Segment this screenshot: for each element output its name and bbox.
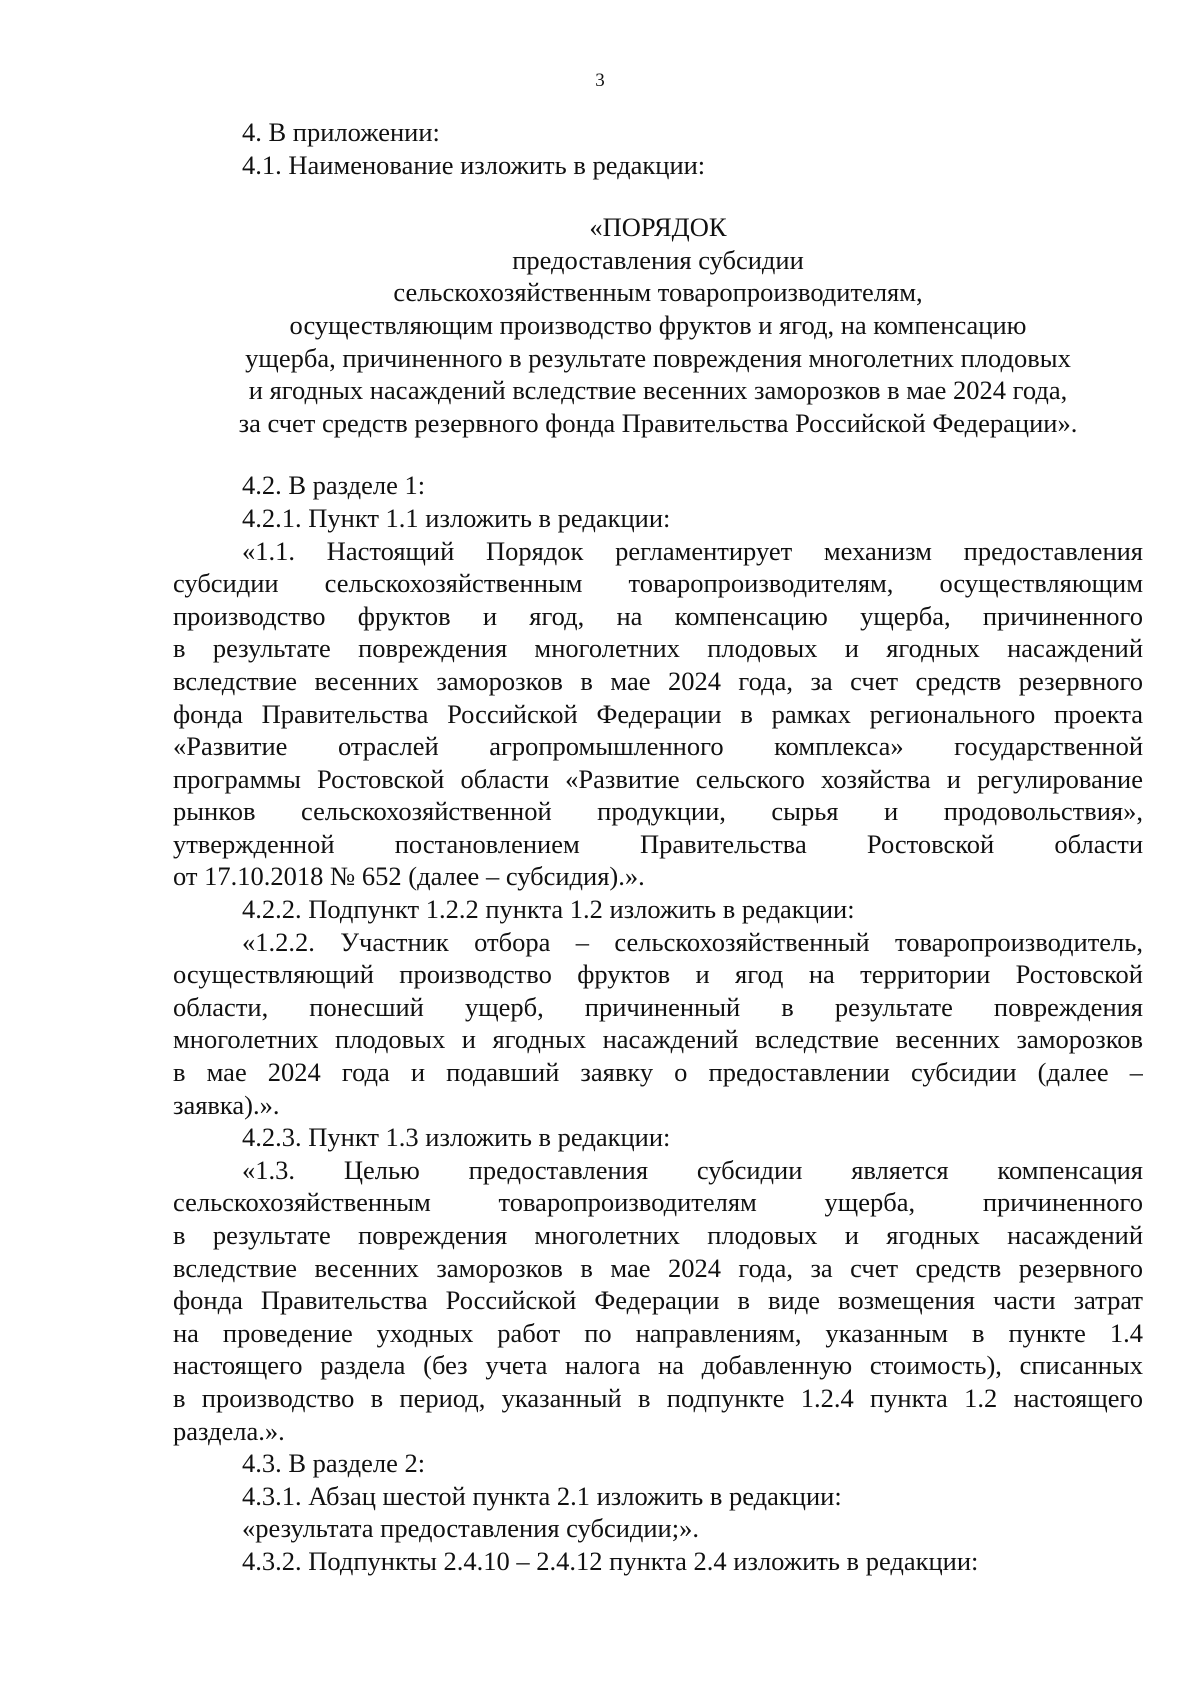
item-4-3-heading: 4.3. В разделе 2: [242, 1448, 426, 1479]
paragraph-line: осуществляющий производство фруктов и ягод на территории Ростовской [173, 959, 1143, 990]
paragraph-line: области, понесший ущерб, причиненный в результате повреждения [173, 991, 1143, 1022]
paragraph-line: утвержденной постановлением Правительства Ростовской области [173, 828, 1143, 859]
paragraph-line: от 17.10.2018 № 652 (далее – субсидия).». [173, 861, 645, 892]
paragraph-line: «1.2.2. Участник отбора – сельскохозяйственный товаропроизводитель, [242, 926, 1143, 957]
paragraph-line: заявка).». [173, 1089, 280, 1120]
item-4-1-heading: 4.1. Наименование изложить в редакции: [242, 149, 706, 180]
item-4-2-2-heading: 4.2.2. Подпункт 1.2.2 пункта 1.2 изложить в редакции: [242, 894, 855, 925]
item-4-2-1-heading: 4.2.1. Пункт 1.1 изложить в редакции: [242, 502, 671, 533]
paragraph-line: фонда Правительства Российской Федерации в виде возмещения части затрат [173, 1285, 1143, 1316]
title-line: и ягодных насаждений вследствие весенних заморозков в мае 2024 года, [248, 375, 1068, 406]
paragraph-line: субсидии сельскохозяйственным товаропроизводителям, осуществляющим [173, 568, 1143, 599]
item-4-3-2-heading: 4.3.2. Подпункты 2.4.10 – 2.4.12 пункта 2.4 изложить в редакции: [242, 1545, 979, 1576]
spacer [173, 181, 1143, 211]
paragraph-line: настоящего раздела (без учета налога на добавленную стоимость), списанных [173, 1350, 1143, 1381]
paragraph-line: программы Ростовской области «Развитие сельского хозяйства и регулирование [173, 763, 1143, 794]
item-4-heading: 4. В приложении: [242, 117, 440, 147]
paragraph-1-1 [173, 535, 1143, 894]
paragraph-line: «1.3. Целью предоставления субсидии является компенсация [242, 1154, 1143, 1185]
paragraph-line: в производство в период, указанный в подпункте 1.2.4 пункта 1.2 настоящего [173, 1382, 1143, 1413]
item-4-3-1-text: «результата предоставления субсидии;». [242, 1513, 699, 1544]
paragraph-line: раздела.». [173, 1415, 285, 1446]
title-line: сельскохозяйственным товаропроизводителям, [393, 277, 923, 308]
title-line: осуществляющим производство фруктов и ягод, на компенсацию [289, 309, 1027, 340]
paragraph-line: рынков сельскохозяйственной продукции, сырья и продовольствия», [173, 796, 1143, 827]
paragraph-line: на проведение уходных работ по направлениям, указанным в пункте 1.4 [173, 1317, 1143, 1348]
item-4-2-heading: 4.2. В разделе 1: [242, 470, 426, 501]
paragraph-line: многолетних плодовых и ягодных насаждений вследствие весенних заморозков [173, 1024, 1143, 1055]
paragraph-line: вследствие весенних заморозков в мае 2024 года, за счет средств резервного [173, 665, 1143, 696]
procedure-title [173, 211, 1143, 439]
document-body [173, 116, 1143, 1578]
title-line: предоставления субсидии [512, 244, 804, 275]
title-line: за счет средств резервного фонда Правительства Российской Федерации». [238, 407, 1078, 438]
paragraph-line: в мае 2024 года и подавший заявку о предоставлении субсидии (далее – [173, 1057, 1143, 1088]
paragraph-line: «1.1. Настоящий Порядок регламентирует механизм предоставления [242, 535, 1143, 566]
item-4-2-3-heading: 4.2.3. Пункт 1.3 изложить в редакции: [242, 1122, 671, 1153]
paragraph-line: «Развитие отраслей агропромышленного комплекса» государственной [173, 731, 1143, 762]
page-number: 3 [595, 70, 605, 91]
title-line: «ПОРЯДОК [589, 212, 727, 243]
title-line: ущерба, причиненного в результате повреждения многолетних плодовых [245, 342, 1071, 373]
paragraph-line: производство фруктов и ягод, на компенсацию ущерба, причиненного [173, 600, 1143, 631]
paragraph-1-3 [173, 1154, 1143, 1447]
item-4-3-1-heading: 4.3.1. Абзац шестой пункта 2.1 изложить в редакции: [242, 1480, 842, 1511]
paragraph-line: в результате повреждения многолетних плодовых и ягодных насаждений [173, 633, 1143, 664]
spacer [173, 439, 1143, 469]
paragraph-line: фонда Правительства Российской Федерации в рамках регионального проекта [173, 698, 1143, 729]
paragraph-line: вследствие весенних заморозков в мае 2024 года, за счет средств резервного [173, 1252, 1143, 1283]
paragraph-line: сельскохозяйственным товаропроизводителям ущерба, причиненного [173, 1187, 1143, 1218]
paragraph-1-2-2 [173, 926, 1143, 1122]
paragraph-line: в результате повреждения многолетних плодовых и ягодных насаждений [173, 1220, 1143, 1250]
